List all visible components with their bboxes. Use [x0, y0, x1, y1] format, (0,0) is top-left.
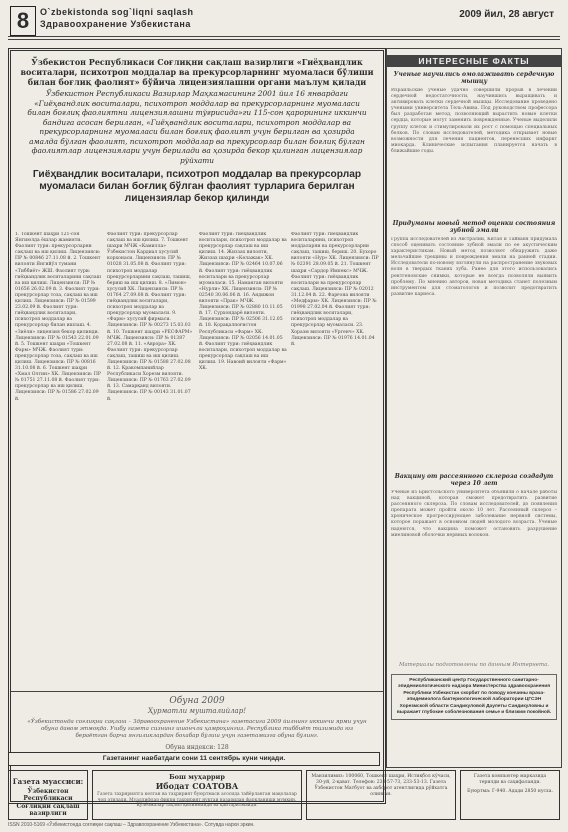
facts-banner: ИНТЕРЕСНЫЕ ФАКТЫ [387, 55, 561, 67]
issue-date: 2009 йил, 28 август [459, 9, 554, 20]
address-box [306, 770, 456, 820]
fact-text-2: Группа исследователей из Австралии, Китая и Тайваня придумала способ оценивать состояние зубной эмали по ее акустическим характеристикам. Новый метод позволяет обнаружить даже мельчайшие трещины и повреждения эмали на ранней стадии. Исследователи по-новому взглянули на распространение звуковых волн в твердых тканях зуба. Ранее для этого использовались рентгеновские снимки, которые не всегда позволяли выявить проблему. По мнению авторов, новая методика станет полезным инструментом для стоматологов и позволит предотвратить развитие кариеса. [391, 237, 557, 297]
facts-source: Материалы подготовлены по данным Интернета. [398, 662, 550, 668]
fact-heading-1: Ученые научились омолаживать сердечную мышцу [393, 71, 555, 85]
decree-article [8, 48, 386, 804]
promo-body: «Ўзбекистонда соғлиқни сақлаш – Здравоохранение Узбекистана» газетасига 2009 йилнинг иккинчи ярми учун обуна давом этмоқда. Ушбу газета сизнинг ишончли ҳамроҳингиз. Республика тиббиёт тизимида юз бераётган барча янгиликлардан бохабар бўлиш учун газетамизга обуна бўлинг. [27, 719, 367, 739]
editor-note: Газета таҳририятга келган ва таҳририят буюртмаси асосида тайёрланган мақолалар чоп этилади. Муаллифлар фикри таҳририят нуқтаи назаридан фарқланиши мумкин. Қўлёзмалар таҳлил қилинмайди ва қайтарилмайди. [97, 792, 297, 809]
imprint-footer [8, 770, 560, 828]
fact-heading-3: Вакцину от рассеянного склероза создадут через 10 лет [394, 473, 554, 487]
decree-column-3: Фаолият тури: гиёҳвандлик воситалари, психотроп моддалар ва прекурсорлар сақлаш ва иш қилиш. 14. Жиззах вилояти, Жиззах шаҳри «Келажак» ХК. Лицензияси: ПР № 02464 10.07.06 й. Фаолият тури: гиёҳвандлик воситалари ва прекурсорлар муомаласи. 15. Наманган вилояти «Нурли» ХК. Лицензияси: ПР № 02540 30.06.06 й. 16. Андижон вилояти «Прак» МЧЖ. Лицензияси: ПР № 02880 10.11.05 й. 17. Сурхондарё вилояти. Лицензияси: ПР № 02506 31.12.05 й. 18. Қорақалпоғистон Республикаси «Фарм» ХК. Лицензияси: ПР № 02056 14.01.05 й. Фаолият тури: гиёҳвандлик воситалари, психотроп моддалар ва прекурсорлар сақлаш ва иш қилиш. 19. Навоий вилояти «Фарм» ХК. [199, 232, 287, 372]
fact-text-3: Ученые из Бристольского университета объявили о начале работы над вакциной, которая сможет предотвратить развитие рассеянного склероза. По словам исследователей, до появления препарата может пройти около 10 лет. Рассеянный склероз – хроническое прогрессирующее заболевание нервной системы, которое поражает в основном людей молодого возраста. Ученые надеются, что вакцина поможет остановить разрушение миелиновой оболочки нервных волокон. [391, 490, 557, 538]
interesting-facts-column [386, 48, 562, 768]
masthead-russian: Здравоохранение Узбекистана [40, 19, 191, 29]
fact-text-1: Израильские ученые удачно совершили прорыв в лечении сердечной недостаточности, научившись выращивать и активировать клетки сердечной мышцы. Исследование проведено учеными университета Тель-Авива. Под руководством профессора был разработан метод, позволяющий вырастить новые клетки сердца, которые могут заменить поврежденные. Ученые выделили группу клеток и стимулировали их рост с помощью специальных белков. По словам исследователей, методика открывает новые возможности для лечения пациентов, перенесших инфаркт миокарда. Клинические испытания планируется начать в ближайшие годы. [391, 88, 557, 154]
promo-title: Обуна 2009 [169, 696, 225, 706]
editor-title: Бош муҳаррир [169, 773, 225, 781]
page-header [8, 4, 560, 48]
editor-name: Ибодат СОАТОВА [155, 781, 239, 791]
decree-intro: Ўзбекистон Республикаси Вазирлар Маҳкамасининг 2001 йил 16 январдаги «Гиёҳвандлик воситалари, психотроп моддалар ва прекурсорларнинг муомаласи билан боғлиқ фаолиятни лицензиялашни тўғрисида»ги 115-сон қарорининг иккинчи бандига асосан берилган, «Гиёҳвандлик воситалари, психотроп моддалар ва прекурсорларнинг муомаласи билан боғлиқ фаолият учун берилган ва ҳозирда амалда бўлган фаолият, психотроп моддалар ва прекурсорлар билан боғлиқ бўлган фаолиятлар лицензиялари учун берилади ва ҳозирда бекор қилинган лицензиялар рўйхати [27, 89, 367, 165]
order-text: Буюртма: Г-940. Адади 2850 нусха. [467, 789, 553, 795]
decree-columns [11, 232, 383, 691]
computer-box [460, 770, 560, 820]
decree-column-4: Фаолият тури: гиёҳвандлик воситаларини, психотроп моддаларни ва прекурсорларни сақлаш, ташиш, бериш. 20. Бухоро вилояти «Нур» ХК. Лицензияси: ПР № 02391 28.09.05 й. 21. Тошкент шаҳри «Сардор Импекс» МЧЖ. Фаолият тури: гиёҳвандлик воситалари ва прекурсорлар сақлаш. Лицензияси: ПР № 02012 31.12.04 й. 22. Фарғона вилояти «Медфарм» ХК. Лицензияси: ПР № 01998 27.02.04 й. Фаолият тури: гиёҳвандлик воситалари, психотроп моддалар ва прекурсорлар муомаласи. 23. Хоразм вилояти «Ургенч» ХК. Лицензияси: ПР № 01976 14.01.04 й. [291, 232, 379, 347]
decree-column-2: Фаолият тури: прекурсорлар сақлаш ва иш қилиш. 7. Тошкент шаҳри МЧЖ «Камилла» Ўзбекистон Кардиал хусусий корхонаси. Лицензияси: ПР № 01028 31.05.08 й. Фаолият тури: психотроп моддалар прекурсорларини сақлаш, ташиш, бериш ва иш қилиш. 8. «Лимон» хусусий ХК. Лицензияси: ПР № 01764 27.09.08 й. Фаолият тури: гиёҳвандлик воситалари, психотроп моддалар ва прекурсорлар муомаласи. 9. «Фарм» хусусий фирмаси. Лицензияси: ПР № 00273 15.03.03 й. 10. Тошкент шаҳри «РЕСФАРМ» МЧЖ. Лицензияси: ПР № 01387 27.02.08 й. 11. «Аврора» ХК. Фаолият тури: прекурсорлар сақлаш, ташиш ва иш қилиш. Лицензияси: ПР № 01588 27.02.08 й. 12. Кракомпанийлар Республикаси Хорезм вилояти. Лицензияси: ПР № 01763 27.02.09 й. 13. Самарқанд вилояти. Лицензияси: ПР № 00143 31.01.07 й. [107, 232, 193, 402]
founder-name: Ўзбекистон Республикаси Соғлиқни сақлаш вазирлиги [16, 788, 80, 818]
page-number: 8 [10, 6, 36, 36]
decree-column-1: 1. Тошкент шаҳри 121-сон Янгиюлда ёшлар жамияти. Фаолият тури: прекурсорларни сақлаш ва иш қилиш. Лицензияси: ПР № 00846 27.11.08 й. 2. Тошкент вилояти Янгийўл тумани «Тиббиёт» ЖШ. Фаолият тури: гиёҳвандлик воситаларини сақлаш ва иш қилиш. Лицензияси: ПР № 01656 26.02.09 й. 3. Фаолият тури: прекурсорлар тоза, сақлаш ва иш қилиш. Лицензияси: ПР № 01599 23.02.09 й. Фаолият тури: гиёҳвандлик воситалари, психотроп моддалар ва прекурсорлар билан ишлаш. 4. «Зиёли» лицензия бекор қилинди. Лицензияси: ПР № 01543 22.01.09 й. 5. Тошкент шаҳри «Тошкент Фарм» МЧЖ. Фаолият тури: прекурсорлар тоза, сақлаш ва иш қилиш. Лицензияси: ПР № 00816 31.10.08 й. 6. Тошкент шаҳри «Хмал Олтин» ХК. Лицензияси: ПР № 01751 27.11.08 й. Фаолият тури: прекурсорлар ва иш қилиш. Лицензияси: ПР № 01586 27.02.09 й. [15, 232, 101, 402]
address-text: Манзилимиз: 100060, Тошкент шаҳри, Истиқбол кўчаси, 30-уй, 2-қават. Телефон: 233-57-73, 233-53-13. Газета Ўзбекистон Матбуот ва ахборот агентлигида рўйхатга олинган. [311, 774, 451, 798]
decree-heading: Ўзбекистон Республикаси Соғлиқни сақлаш вазирлиги «Гиёҳвандлик воситалари, психотроп моддалар ва прекурсорларнинг муомаласи бўлиши билан боғлиқ фаолият» бўйича лицензиялашни органи маълум қилади [20, 57, 374, 87]
decree-title: Гиёҳвандлик воситалари, психотроп моддалар ва прекурсорлар муомаласи билан боғлиқ бўлган фаолият турларига берилган лицензиялар бекор қилинди [32, 169, 362, 204]
header-rule [8, 36, 560, 40]
promo-index: Обуна индекси: 128 [165, 744, 229, 751]
next-issue-note: Газетанинг навбатдаги сони 11 сентябрь куни чиқади. [8, 752, 380, 766]
obituary-box: Республиканский центр Государственного санитарно-эпидемиологического надзора Министерства здравоохранения Республики Узбекистан скорбит по поводу кончины врача-эпидемиолога бактериологической лаборатории ЦГСЭН Хорезмской области Сандикуловой Даулеты Сандикуловны и выражает глубокие соболезнования семье и близким покойной. [391, 674, 557, 720]
founder-label: Газета муассиси: [12, 777, 84, 786]
fact-heading-2: Придуманы новый метод оценки состояния зубной эмали [392, 220, 556, 234]
issn-line: ISSN 2010-5169 «Ўзбекистонда соғлиқни сақлаш – Здравоохранение Узбекистана». Сотувда нархи эркин. [8, 822, 255, 828]
masthead-uzbek: O`zbekistonda sog`liqni saqlash [40, 7, 194, 17]
computer-text: Газета компьютер марказида терилди ва саҳифаланди. [473, 774, 547, 786]
founder-box [8, 770, 88, 820]
promo-subtitle: Ҳурматли мушталийлар! [147, 707, 247, 715]
editor-box [92, 770, 302, 820]
